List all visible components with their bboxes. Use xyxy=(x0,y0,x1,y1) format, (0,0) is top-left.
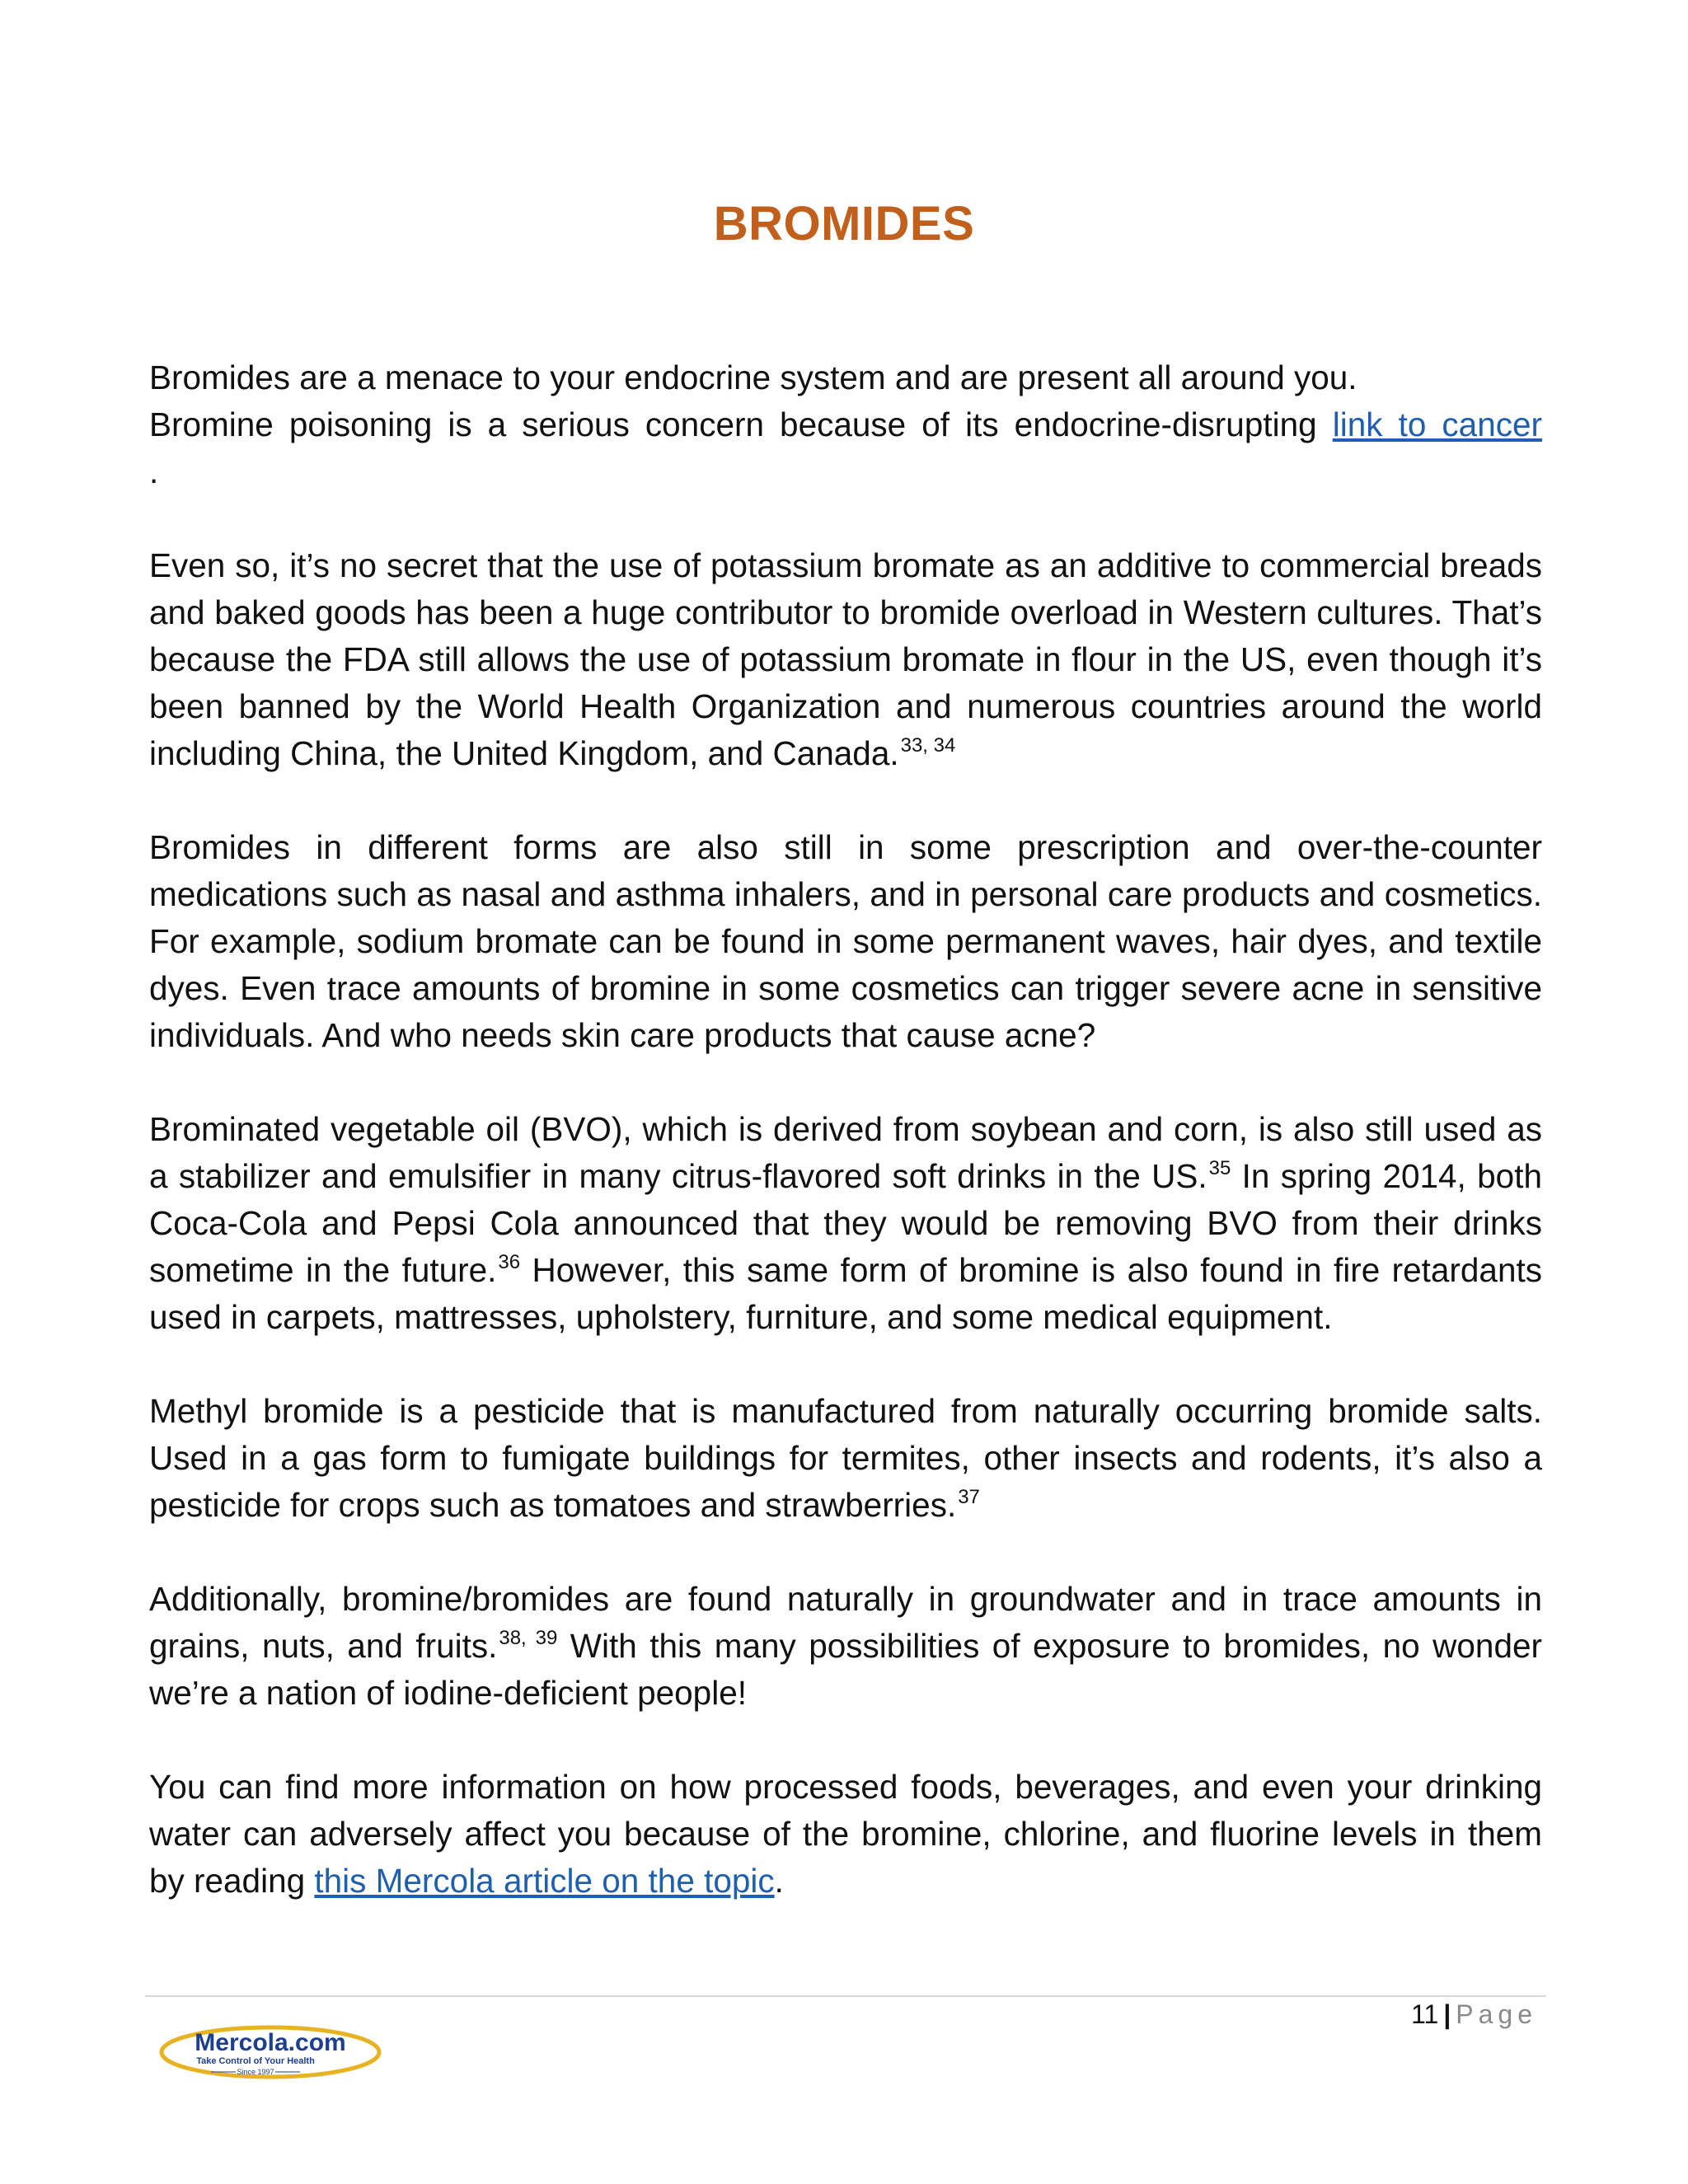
footnote-ref-33-34: 33, 34 xyxy=(900,734,956,757)
article-body xyxy=(149,354,1542,1952)
page-number xyxy=(1411,1999,1537,2030)
paragraph-6-text-2: With this many possibilities of exposure to bromides, no wonder we’re a nation of iodine-deficient people! xyxy=(149,1627,1542,1712)
footnote-ref-35: 35 xyxy=(1208,1157,1231,1179)
logo-name: Mercola.com xyxy=(195,2029,346,2056)
page-number-separator: | xyxy=(1443,1999,1451,2029)
paragraph-1-line-3 xyxy=(149,448,1542,495)
paragraph-4 xyxy=(149,1106,1542,1341)
logo-since: Since 1997 xyxy=(237,2068,274,2076)
paragraph-1-line-1: Bromides are a menace to your endocrine system and are present all around you. xyxy=(149,359,1357,396)
mercola-logo-graphic xyxy=(153,2021,384,2087)
paragraph-3 xyxy=(149,824,1542,1059)
footnote-ref-38-39: 38, 39 xyxy=(499,1627,558,1649)
paragraph-3-text: Bromides in different forms are also still in some prescription and over-the-counter medications such as nasal and asthma inhalers, and in personal care products and cosmetics. For example, sodium bromate can be found in some permanent waves, hair dyes, and textile dyes. Even trace amounts of bromine in some cosmetics can trigger severe acne in sensitive individuals. And who needs skin care products that cause acne? xyxy=(149,828,1542,1054)
link-to-cancer[interactable]: link to cancer xyxy=(1332,405,1542,443)
footer-divider xyxy=(145,1995,1546,1997)
footnote-ref-37: 37 xyxy=(958,1486,980,1508)
logo-tagline: Take Control of Your Health xyxy=(196,2056,315,2066)
paragraph-6-text-1: Additionally, bromine/bromides are found naturally in groundwater and in trace amounts in grains, nuts, and fruits. xyxy=(149,1580,1542,1665)
paragraph-4-text-3: However, this same form of bromine is also found in fire retardants used in carpets, mattresses, upholstery, furniture, and some medical equipment. xyxy=(149,1251,1542,1336)
paragraph-7-end: . xyxy=(774,1862,784,1900)
footnote-ref-36: 36 xyxy=(498,1251,521,1273)
paragraph-1-text: Bromine poisoning is a serious concern because of its endocrine-disrupting xyxy=(149,405,1317,443)
paragraph-4-text-1: Brominated vegetable oil (BVO), which is derived from soybean and corn, is also still used as a stabilizer and emulsifier in many citrus-flavored soft drinks in the US. xyxy=(149,1110,1542,1195)
paragraph-2-text: Even so, it’s no secret that the use of potassium bromate as an additive to commercial breads and baked goods has been a huge contributor to bromide overload in Western cultures. That’s because the FDA still allows the use of potassium bromate in flour in the US, even though it’s been banned by the World Health Organization and numerous countries around the world including China, the United Kingdom, and Canada. xyxy=(149,546,1542,772)
paragraph-1-line-2 xyxy=(149,401,1542,448)
page-title: BROMIDES xyxy=(713,197,975,251)
paragraph-4-text-2: In spring 2014, both Coca-Cola and Pepsi Cola announced that they would be removing BVO from their drinks sometime in the future. xyxy=(149,1157,1542,1289)
paragraph-2 xyxy=(149,542,1542,777)
paragraph-5-text: Methyl bromide is a pesticide that is manufactured from naturally occurring bromide salts. Used in a gas form to fumigate buildings for termites, other insects and rodents, it’s also a pesticide for crops such as tomatoes and strawberries. xyxy=(149,1392,1542,1524)
paragraph-5 xyxy=(149,1388,1542,1529)
paragraph-7 xyxy=(149,1764,1542,1905)
paragraph-7-text: You can find more information on how processed foods, beverages, and even your drinking water can adversely affect you because of the bromine, chlorine, and fluorine levels in them by reading xyxy=(149,1768,1542,1900)
page-label: Page xyxy=(1456,1999,1537,2029)
paragraph-1-end: . xyxy=(149,452,159,490)
page-number-value: 11 xyxy=(1411,1999,1439,2029)
mercola-logo xyxy=(153,2021,384,2087)
paragraph-1 xyxy=(149,354,1542,495)
mercola-article-link[interactable]: this Mercola article on the topic xyxy=(314,1862,775,1900)
paragraph-6 xyxy=(149,1576,1542,1717)
